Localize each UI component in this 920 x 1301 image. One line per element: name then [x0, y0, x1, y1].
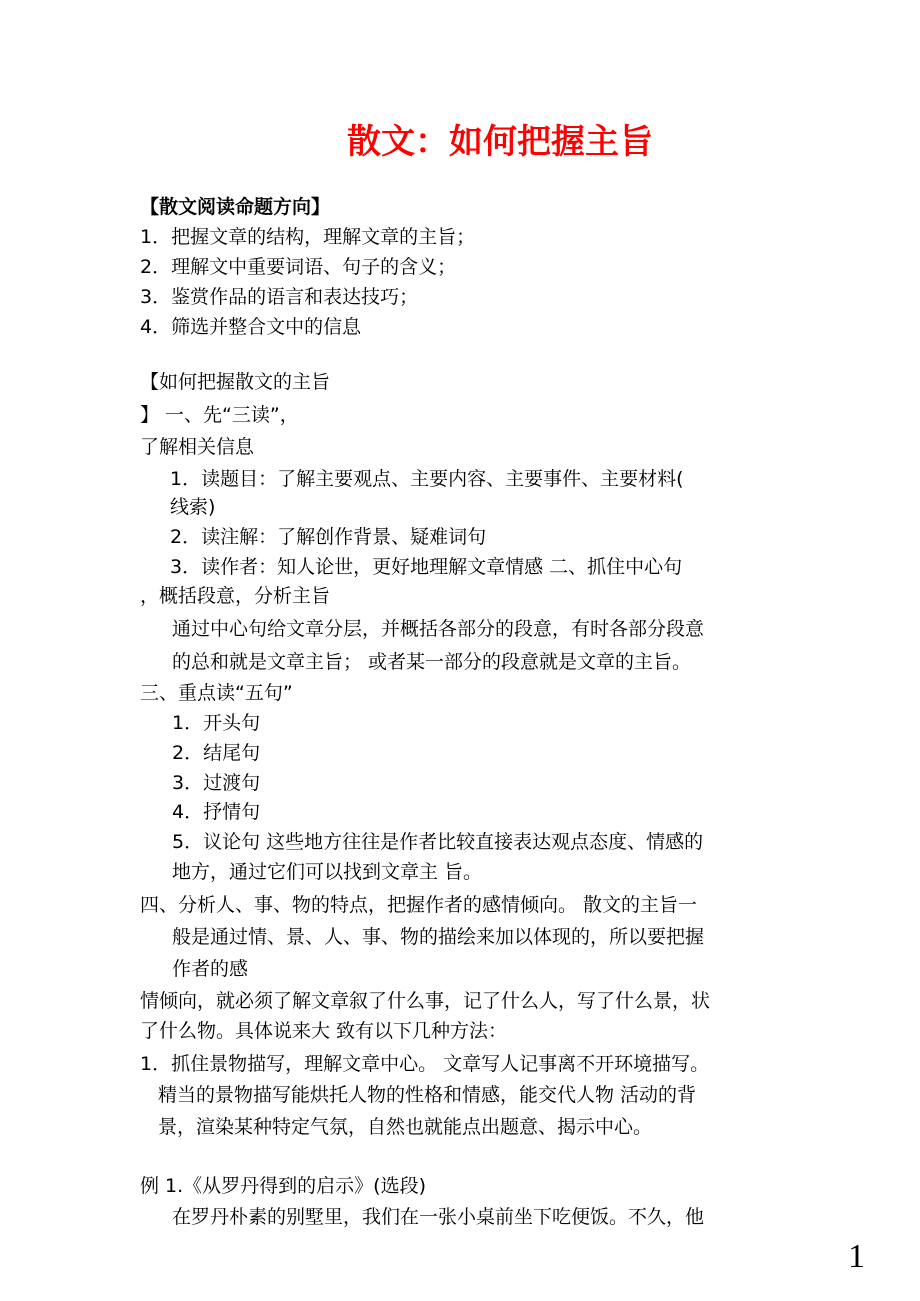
text-line: 1．抓住景物描写，理解文章中心。 文章写人记事离不开环境描写。 — [140, 1053, 710, 1075]
text-line: 4．筛选并整合文中的信息 — [140, 316, 362, 338]
text-line: 的总和就是文章主旨； 或者某一部分的段意就是文章的主旨。 — [172, 651, 692, 673]
text-line: ，概括段意，分析主旨 — [140, 585, 331, 607]
text-line: 通过中心句给文章分层，并概括各部分的段意，有时各部分段意 — [172, 618, 705, 640]
text-line: 地方，通过它们可以找到文章主 旨。 — [172, 861, 483, 883]
list-item: 3．过渡句 — [172, 772, 261, 794]
text-line: 3．鉴赏作品的语言和表达技巧； — [140, 286, 419, 308]
text-line: 情倾向，就必须了解文章叙了什么事，记了什么人，写了什么景，状 — [140, 990, 711, 1012]
text-line: 景，渲染某种特定气氛，自然也就能点出题意、揭示中心。 — [158, 1116, 653, 1138]
list-item: 1．开头句 — [172, 712, 261, 734]
section-heading: 三、重点读“五句” — [140, 682, 293, 704]
page-number: 1 — [848, 1238, 865, 1275]
text-line: 作者的感 — [172, 958, 249, 980]
text-line: 2．读注解：了解创作背景、疑难词句 — [170, 526, 487, 548]
section-heading: 四、分析人、事、物的特点，把握作者的感情倾向。 散文的主旨一 — [140, 894, 698, 916]
text-line: 线索) — [170, 496, 216, 518]
list-item: 4．抒情句 — [172, 801, 261, 823]
section-heading: 【如何把握散文的主旨 — [140, 371, 331, 393]
text-line: 3．读作者：知人论世，更好地理解文章情感 二、抓住中心句 — [170, 556, 683, 578]
text-line: 了什么物。具体说来大 致有以下几种方法： — [140, 1020, 508, 1042]
list-item: 5．议论句 这些地方往往是作者比较直接表达观点态度、情感的 — [172, 831, 704, 853]
text-line: 1．读题目：了解主要观点、主要内容、主要事件、主要材料( — [170, 468, 684, 490]
section-heading: 【散文阅读命题方向】 — [140, 196, 331, 218]
example-heading: 例 1.《从罗丹得到的启示》(选段) — [140, 1175, 426, 1197]
list-item: 2．结尾句 — [172, 742, 261, 764]
text-line: 1．把握文章的结构，理解文章的主旨； — [140, 226, 476, 248]
text-line: 精当的景物描写能烘托人物的性格和情感，能交代人物 活动的背 — [158, 1084, 697, 1106]
text-line: 般是通过情、景、人、事、物的描绘来加以体现的，所以要把握 — [172, 926, 705, 948]
text-line: 在罗丹朴素的别墅里，我们在一张小桌前坐下吃便饭。不久，他 — [172, 1206, 705, 1228]
text-line: 】 一、先“三读”， — [140, 404, 299, 426]
text-line: 了解相关信息 — [140, 436, 255, 458]
page-title: 散文：如何把握主旨 — [347, 122, 653, 162]
text-line: 2．理解文中重要词语、句子的含义； — [140, 256, 457, 278]
